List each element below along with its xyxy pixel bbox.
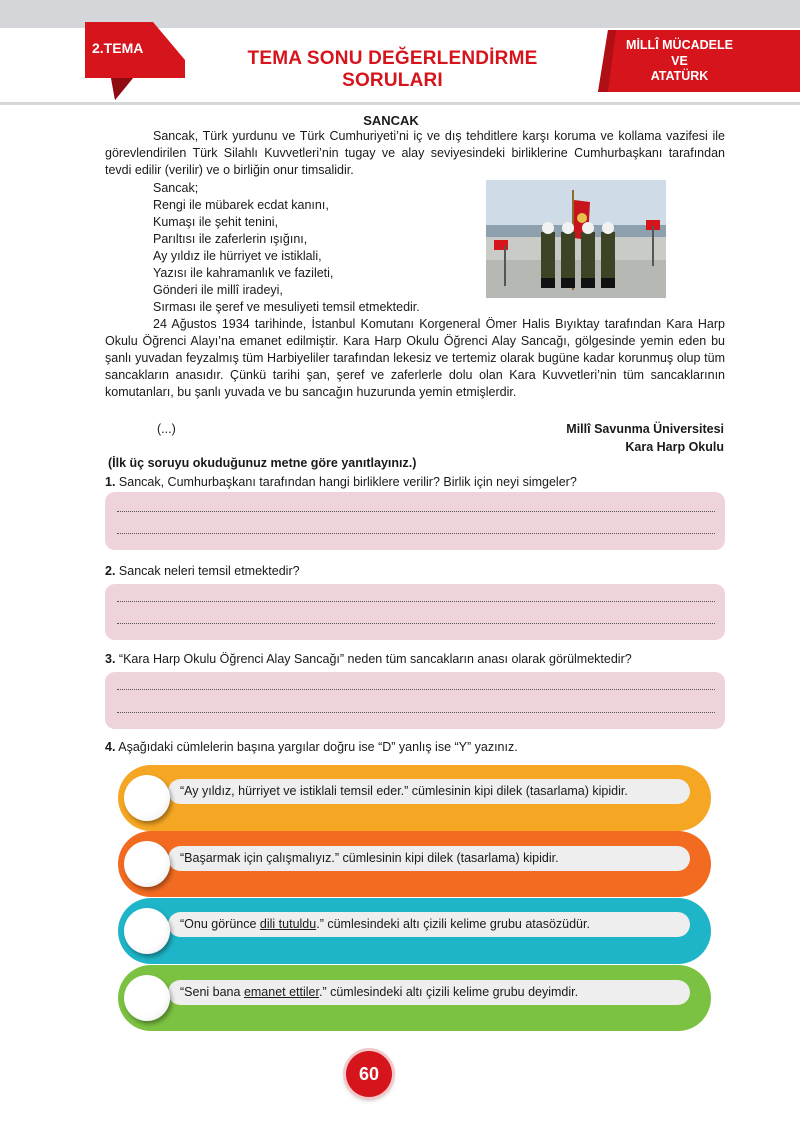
statement-text-2 <box>168 846 690 871</box>
question-2 <box>105 564 300 578</box>
tema-ribbon <box>85 22 185 100</box>
honor-guard-photo <box>486 180 666 298</box>
instruction: (İlk üç soruyu okuduğunuz metne göre yanıtlayınız.) <box>108 456 417 470</box>
question-number: 2. <box>105 564 116 578</box>
question-1 <box>105 475 577 489</box>
answer-circle-4[interactable] <box>124 975 170 1021</box>
statement-text-1 <box>168 779 690 804</box>
poem-line: Sırması ile şeref ve mesuliyeti temsil etmektedir. <box>153 300 420 314</box>
poem-line: Sancak; <box>153 181 199 195</box>
answer-line <box>117 688 715 690</box>
answer-circle-2[interactable] <box>124 841 170 887</box>
body-paragraph: 24 Ağustos 1934 tarihinde, İstanbul Komutanı Korgeneral Ömer Halis Bıyıktay tarafından Kara Harp Okulu Öğrenci Alayı’na emanet edilmiştir. Kara Harp Okulu Öğrenci Alay Sancağı, gölgesinde yemin eden bu şanlı yuvadan feyzalmış tüm Harbiyeliler tarafından lekesiz ve tertemiz olarak bugüne kadar korunmuş olup tüm sancakların anasıdır. Çünkü tarihi şan, şeref ve zaferlerle dolu olan Kara Kuvvetleri’nin tüm sancaklarının komutanları, bu şanlı yuvada ve bu sancağın huzurunda yemin etmişlerdir. <box>105 317 725 399</box>
poem <box>153 180 420 316</box>
poem-line: Yazısı ile kahramanlık ve fazileti, <box>153 266 334 280</box>
statement-text: “Ay yıldız, hürriyet ve istiklali temsil eder.” cümlesinin kipi dilek (tasarlama) kipidir. <box>180 784 628 798</box>
answer-circle-3[interactable] <box>124 908 170 954</box>
statement-text: .” cümlesindeki altı çizili kelime grubu atasözüdür. <box>316 917 590 931</box>
theme-name <box>612 38 747 85</box>
answer-line <box>117 510 715 512</box>
page-title: TEMA SONU DEĞERLENDİRME SORULARI <box>247 48 538 91</box>
underlined-phrase: dili tutuldu <box>259 917 317 931</box>
poem-line: Kumaşı ile şehit tenini, <box>153 215 279 229</box>
poem-line: Gönderi ile millî iradeyi, <box>153 283 283 297</box>
poem-line: Ay yıldız ile hürriyet ve istiklali, <box>153 249 322 263</box>
page-number: 60 <box>358 1064 380 1084</box>
question-text: Sancak, Cumhurbaşkanı tarafından hangi birliklere verilir? Birlik için neyi simgeler? <box>118 475 577 489</box>
answer-line <box>117 622 715 624</box>
source-line: Millî Savunma Üniversitesi <box>566 422 724 436</box>
question-number: 3. <box>105 652 116 666</box>
statement-text: “Başarmak için çalışmalıyız.” cümlesinin kipi dilek (tasarlama) kipidir. <box>180 851 559 865</box>
statement-text: “Onu görünce <box>180 917 260 931</box>
underlined-phrase: emanet ettiler <box>243 985 319 999</box>
answer-line <box>117 711 715 713</box>
question-text: Sancak neleri temsil etmektedir? <box>118 564 300 578</box>
answer-line <box>117 532 715 534</box>
question-number: 1. <box>105 475 116 489</box>
answer-line <box>117 600 715 602</box>
tema-label: 2.TEMA <box>92 40 144 56</box>
question-4 <box>105 740 518 754</box>
question-number: 4. <box>105 740 116 754</box>
question-text: Aşağıdaki cümlelerin başına yargılar doğru ise “D” yanlış ise “Y” yazınız. <box>118 740 518 754</box>
omission-mark: (...) <box>157 422 176 436</box>
poem-line: Parıltısı ile zaferlerin ışığını, <box>153 232 308 246</box>
answer-box-2[interactable] <box>105 584 725 640</box>
question-text: “Kara Harp Okulu Öğrenci Alay Sancağı” neden tüm sancakların anası olarak görülmektedir? <box>118 652 632 666</box>
statement-text: “Seni bana <box>180 985 244 999</box>
statement-text-4 <box>168 980 690 1005</box>
statement-text: .” cümlesindeki altı çizili kelime grubu deyimdir. <box>318 985 579 999</box>
theme-line: VE <box>671 53 688 68</box>
answer-box-1[interactable] <box>105 492 725 550</box>
source-line: Kara Harp Okulu <box>625 440 724 454</box>
statement-text-3 <box>168 912 690 937</box>
text-title: SANCAK <box>363 113 419 128</box>
question-3 <box>105 652 632 666</box>
theme-line: MİLLÎ MÜCADELE <box>626 38 733 52</box>
theme-line: ATATÜRK <box>650 69 709 83</box>
intro-paragraph: Sancak, Türk yurdunu ve Türk Cumhuriyeti’ni iç ve dış tehditlere karşı koruma ve kollama vazifesi ile görevlendirilen Türk Silahlı Kuvvetleri’nin tugay ve alay seviyesindeki birliklerine Cumhurbaşkanı tarafından tevdi edilir (verilir) ve o birliğin onur timsalidir. <box>105 129 725 177</box>
answer-circle-1[interactable] <box>124 775 170 821</box>
poem-line: Rengi ile mübarek ecdat kanını, <box>153 198 329 212</box>
answer-box-3[interactable] <box>105 672 725 729</box>
